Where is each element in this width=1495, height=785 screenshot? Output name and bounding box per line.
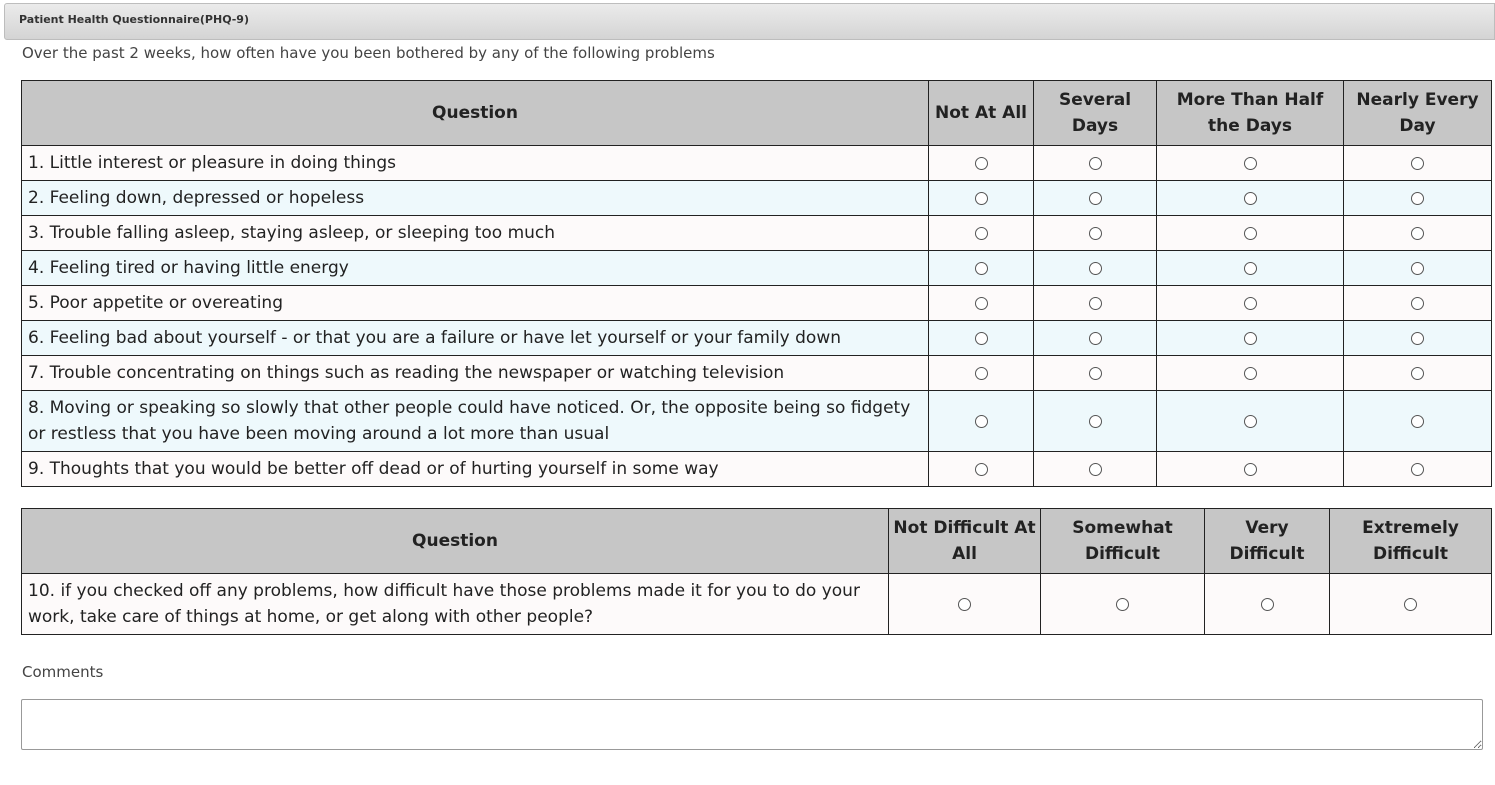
question-row — [22, 216, 1492, 251]
comments-label: Comments — [22, 663, 104, 681]
answer-cell — [1157, 452, 1344, 487]
question-text: 6. Feeling bad about yourself - or that you are a failure or have let yourself or your family down — [22, 321, 929, 356]
answer-radio[interactable] — [1411, 227, 1424, 240]
answer-cell — [1034, 321, 1157, 356]
answer-cell — [1157, 251, 1344, 286]
option-header-several-days: Several Days — [1034, 81, 1157, 146]
question-row — [22, 251, 1492, 286]
question-row — [22, 321, 1492, 356]
question-row — [22, 452, 1492, 487]
answer-radio[interactable] — [975, 332, 988, 345]
answer-radio[interactable] — [1244, 262, 1257, 275]
answer-cell — [1034, 216, 1157, 251]
answer-radio[interactable] — [1411, 297, 1424, 310]
answer-cell — [1344, 181, 1492, 216]
question-text: 5. Poor appetite or overeating — [22, 286, 929, 321]
answer-radio[interactable] — [975, 192, 988, 205]
question-row — [22, 391, 1492, 452]
answer-cell — [929, 452, 1034, 487]
answer-radio[interactable] — [1089, 367, 1102, 380]
answer-radio[interactable] — [1244, 463, 1257, 476]
answer-radio[interactable] — [1411, 332, 1424, 345]
answer-cell — [1344, 286, 1492, 321]
answer-radio[interactable] — [1089, 157, 1102, 170]
answer-cell — [929, 356, 1034, 391]
answer-radio[interactable] — [1089, 463, 1102, 476]
panel-header[interactable] — [4, 3, 1495, 40]
question-row — [22, 356, 1492, 391]
answer-cell — [1034, 146, 1157, 181]
answer-radio[interactable] — [975, 415, 988, 428]
answer-radio[interactable] — [1244, 367, 1257, 380]
answer-cell — [1034, 286, 1157, 321]
answer-radio[interactable] — [1244, 227, 1257, 240]
answer-radio[interactable] — [958, 598, 971, 611]
question-column-header: Question — [22, 81, 929, 146]
instructions-text: Over the past 2 weeks, how often have you been bothered by any of the following problems — [22, 44, 715, 62]
answer-cell — [1034, 452, 1157, 487]
answer-radio[interactable] — [1244, 332, 1257, 345]
answer-cell — [929, 181, 1034, 216]
answer-radio[interactable] — [975, 463, 988, 476]
answer-cell — [1157, 146, 1344, 181]
answer-cell — [1205, 574, 1330, 635]
answer-cell — [1344, 391, 1492, 452]
option-header-somewhat-difficult: Somewhat Difficult — [1041, 509, 1205, 574]
answer-radio[interactable] — [1089, 297, 1102, 310]
answer-cell — [1344, 216, 1492, 251]
answer-radio[interactable] — [1116, 598, 1129, 611]
difficulty-table — [21, 508, 1492, 635]
answer-cell — [1344, 452, 1492, 487]
answer-radio[interactable] — [1089, 262, 1102, 275]
answer-cell — [929, 286, 1034, 321]
question-text: 8. Moving or speaking so slowly that other people could have noticed. Or, the opposite being so fidgety or restless that you have been moving around a lot more than usual — [22, 391, 929, 452]
answer-radio[interactable] — [1404, 598, 1417, 611]
answer-cell — [929, 216, 1034, 251]
answer-cell — [1157, 181, 1344, 216]
answer-cell — [1344, 146, 1492, 181]
question-row — [22, 146, 1492, 181]
answer-radio[interactable] — [975, 367, 988, 380]
question-text: 1. Little interest or pleasure in doing things — [22, 146, 929, 181]
answer-cell — [1344, 251, 1492, 286]
answer-cell — [1034, 181, 1157, 216]
answer-radio[interactable] — [1261, 598, 1274, 611]
comments-textarea[interactable] — [21, 699, 1483, 750]
answer-radio[interactable] — [975, 297, 988, 310]
option-header-not-at-all: Not At All — [929, 81, 1034, 146]
panel-title: Patient Health Questionnaire(PHQ-9) — [19, 13, 249, 26]
question-row — [22, 574, 1492, 635]
phq9-frequency-table — [21, 80, 1492, 487]
answer-radio[interactable] — [975, 157, 988, 170]
answer-cell — [1330, 574, 1492, 635]
answer-radio[interactable] — [1244, 415, 1257, 428]
question-text: 10. if you checked off any problems, how difficult have those problems made it for you to do your work, take care of things at home, or get along with other people? — [22, 574, 889, 635]
answer-cell — [1157, 286, 1344, 321]
answer-radio[interactable] — [1411, 415, 1424, 428]
answer-cell — [1034, 251, 1157, 286]
answer-cell — [929, 391, 1034, 452]
option-header-not-difficult: Not Difficult At All — [889, 509, 1041, 574]
question-column-header: Question — [22, 509, 889, 574]
answer-cell — [929, 146, 1034, 181]
question-text: 9. Thoughts that you would be better off dead or of hurting yourself in some way — [22, 452, 929, 487]
answer-radio[interactable] — [1411, 367, 1424, 380]
answer-radio[interactable] — [1411, 262, 1424, 275]
answer-cell — [1344, 356, 1492, 391]
answer-cell — [1344, 321, 1492, 356]
answer-cell — [1157, 356, 1344, 391]
answer-radio[interactable] — [1089, 192, 1102, 205]
answer-cell — [1041, 574, 1205, 635]
answer-cell — [929, 321, 1034, 356]
answer-cell — [1034, 356, 1157, 391]
option-header-extremely-difficult: Extremely Difficult — [1330, 509, 1492, 574]
question-text: 4. Feeling tired or having little energy — [22, 251, 929, 286]
answer-cell — [1157, 321, 1344, 356]
option-header-nearly-every-day: Nearly Every Day — [1344, 81, 1492, 146]
question-text: 7. Trouble concentrating on things such as reading the newspaper or watching television — [22, 356, 929, 391]
answer-radio[interactable] — [1089, 332, 1102, 345]
answer-cell — [1157, 216, 1344, 251]
answer-cell — [929, 251, 1034, 286]
answer-cell — [1034, 391, 1157, 452]
question-row — [22, 286, 1492, 321]
answer-cell — [1157, 391, 1344, 452]
option-header-more-than-half: More Than Half the Days — [1157, 81, 1344, 146]
answer-radio[interactable] — [1411, 192, 1424, 205]
answer-cell — [889, 574, 1041, 635]
option-header-very-difficult: Very Difficult — [1205, 509, 1330, 574]
answer-radio[interactable] — [1244, 157, 1257, 170]
answer-radio[interactable] — [1244, 192, 1257, 205]
question-text: 3. Trouble falling asleep, staying asleep, or sleeping too much — [22, 216, 929, 251]
answer-radio[interactable] — [1089, 415, 1102, 428]
answer-radio[interactable] — [1244, 297, 1257, 310]
answer-radio[interactable] — [1411, 157, 1424, 170]
answer-radio[interactable] — [1089, 227, 1102, 240]
answer-radio[interactable] — [975, 227, 988, 240]
question-row — [22, 181, 1492, 216]
answer-radio[interactable] — [975, 262, 988, 275]
answer-radio[interactable] — [1411, 463, 1424, 476]
question-text: 2. Feeling down, depressed or hopeless — [22, 181, 929, 216]
